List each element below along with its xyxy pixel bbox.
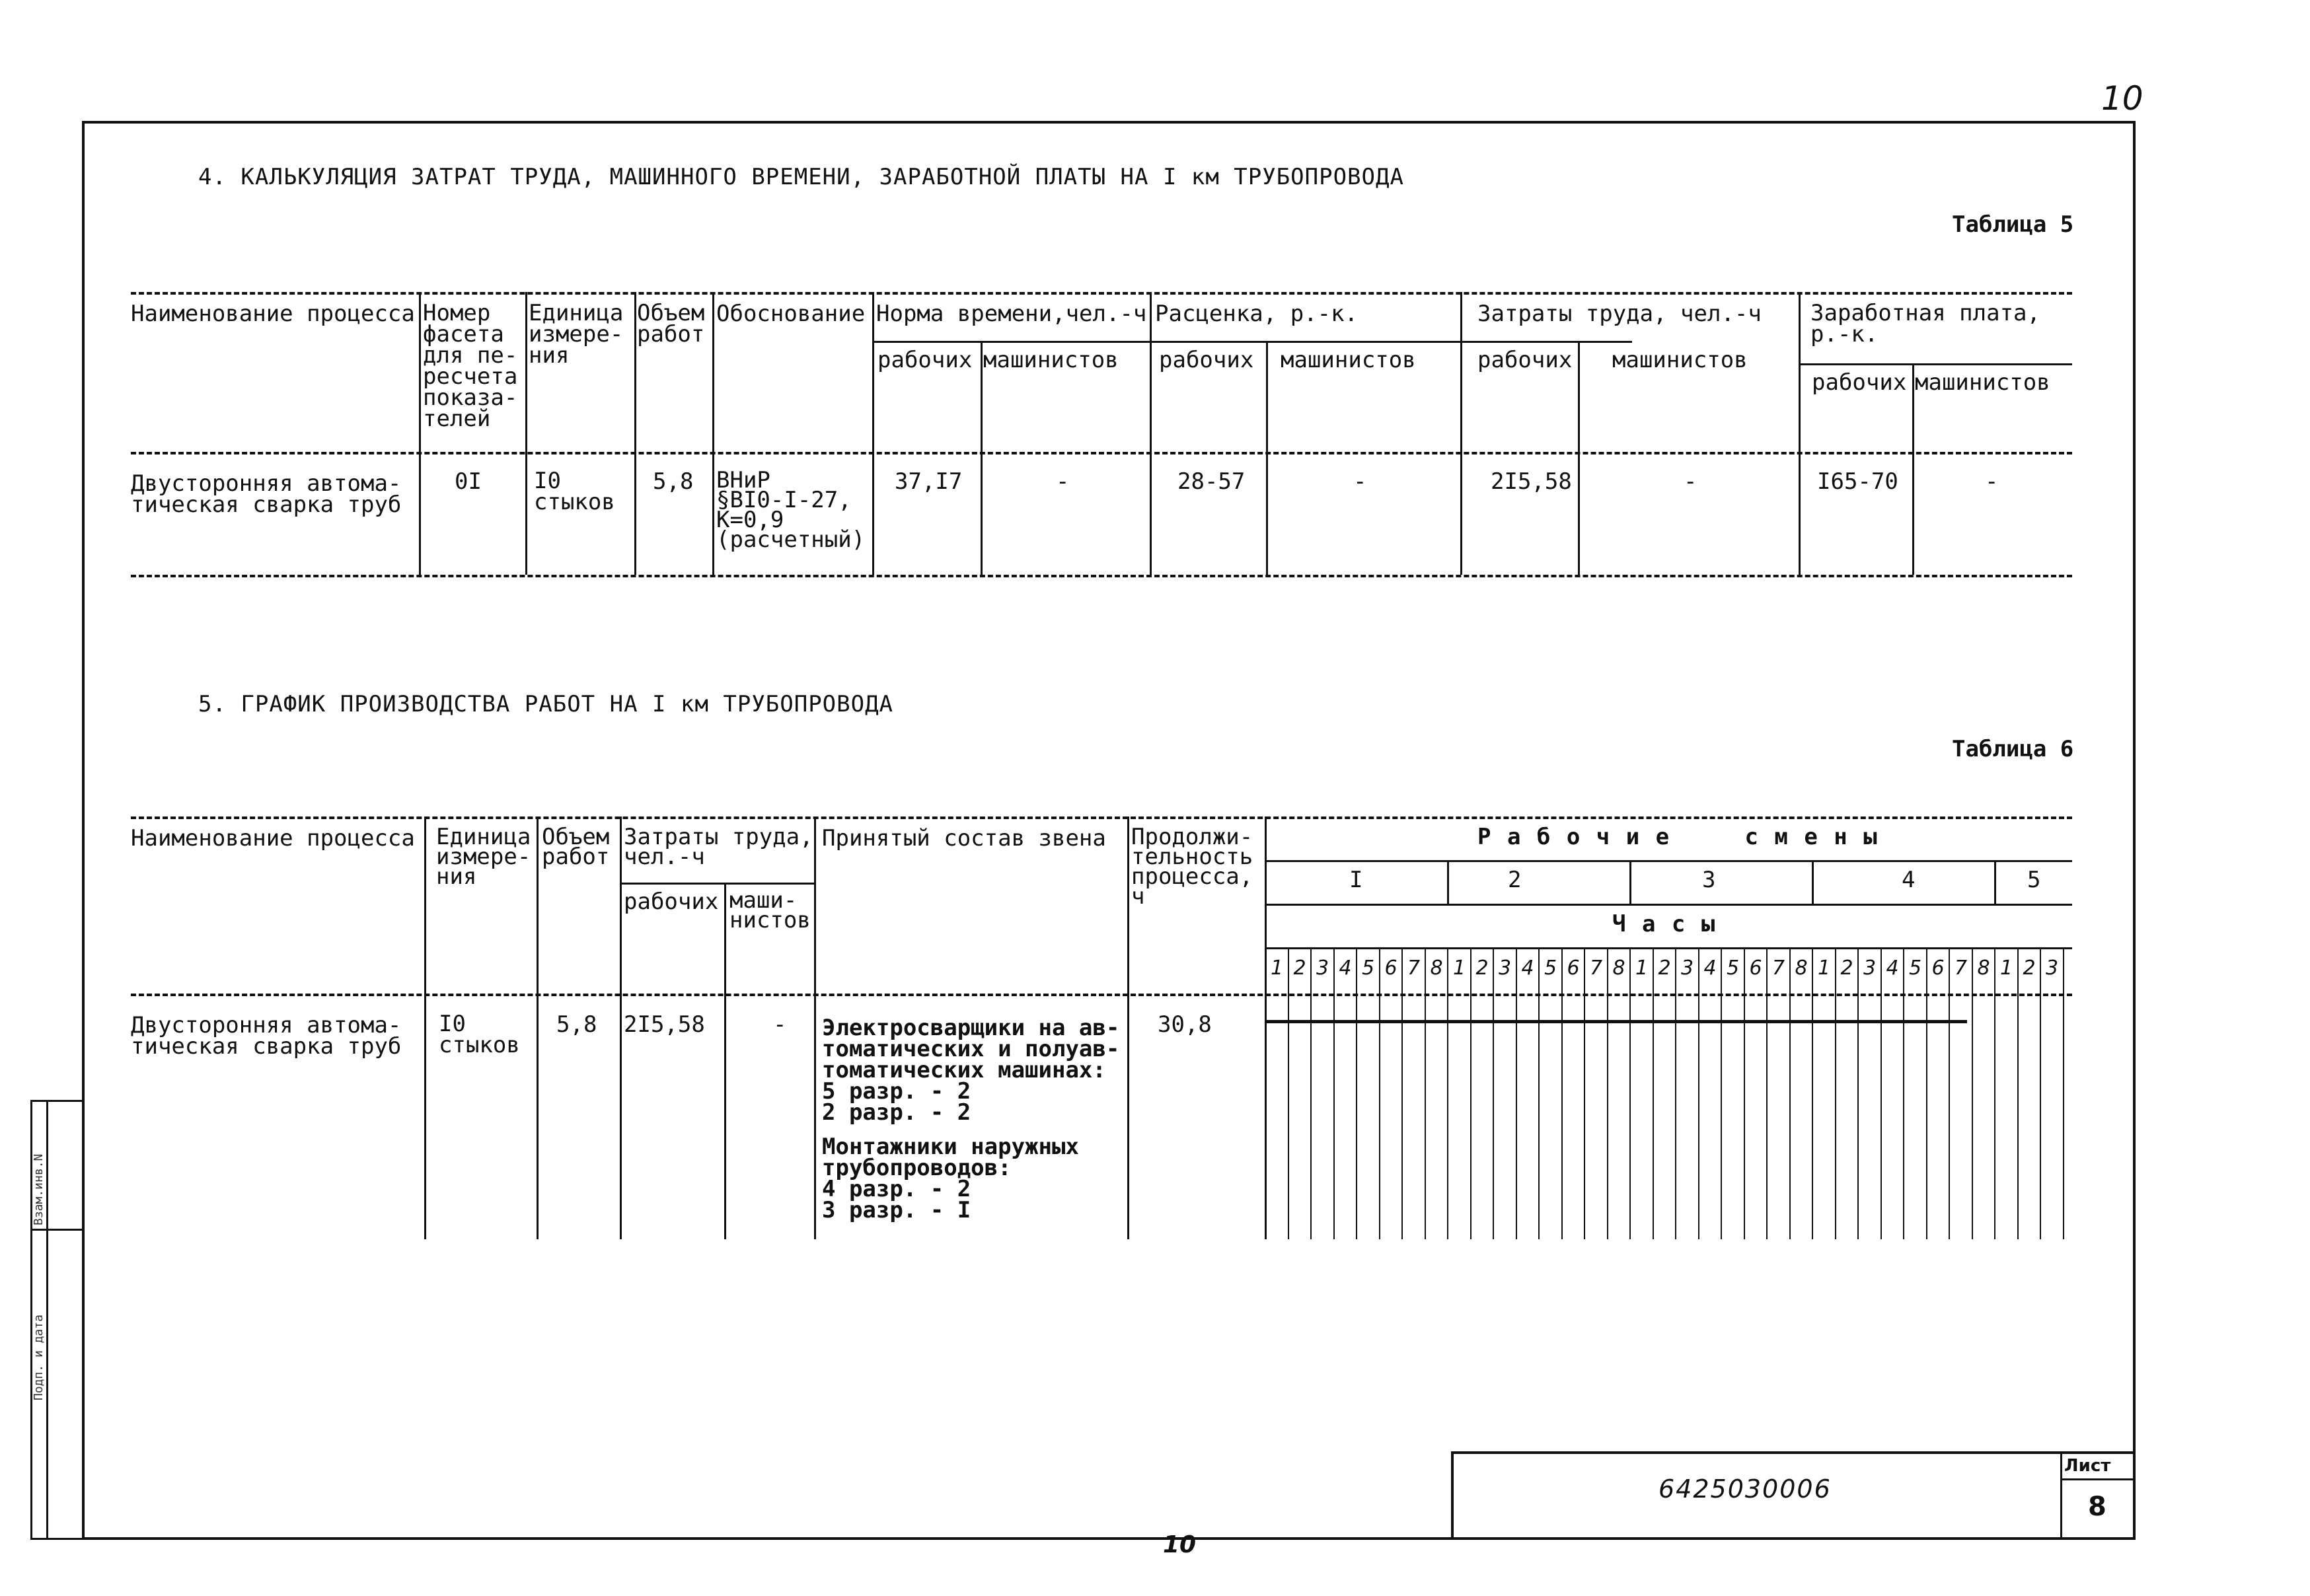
t6-header-bottom xyxy=(131,994,2072,996)
t5-h-wage-machinists: машинистов xyxy=(1915,369,2050,396)
t5-wage-machinists: - xyxy=(1985,468,1999,495)
page-mark-bottom: 10 xyxy=(1163,1531,1197,1558)
stub-divider xyxy=(30,1229,82,1231)
t5-basis: ВНиР §ВI0-I-27, К=0,9 (расчетный) xyxy=(716,467,866,553)
t6-hours-line xyxy=(1265,947,2072,949)
t5-wage-workers: I65-70 xyxy=(1817,468,1898,495)
hour-column-line xyxy=(1356,947,1357,1239)
stamp-hline xyxy=(2060,1478,2136,1480)
t6-shift-sep-1 xyxy=(1447,860,1449,904)
t6-h-volume: Объем работ xyxy=(542,824,610,870)
hour-column-line xyxy=(1401,947,1403,1239)
table5-label: Таблица 5 xyxy=(1952,211,2074,238)
stub-label-1: Взам.инв.N xyxy=(32,1153,46,1225)
t6-shiftnum-line xyxy=(1265,904,2072,906)
hour-cell: 8 xyxy=(1977,957,1990,980)
hour-cell: 3 xyxy=(1681,957,1694,980)
hour-column-line xyxy=(1538,947,1540,1239)
hour-column-line xyxy=(1629,947,1631,1239)
hour-cell: 7 xyxy=(1955,957,1968,980)
t5-v10 xyxy=(1578,341,1580,575)
hour-cell: 2 xyxy=(1658,957,1671,980)
stub-label-2: Подп. и дата xyxy=(32,1314,46,1400)
hour-cell: 3 xyxy=(1316,957,1329,980)
hour-column-line xyxy=(1493,947,1494,1239)
hour-column-line xyxy=(1744,947,1745,1239)
t6-shift-sep-4 xyxy=(1994,860,1996,904)
t5-rate-workers: 28-57 xyxy=(1177,468,1246,495)
t6-v7 xyxy=(1265,816,1267,1239)
t5-process: Двусторонняя автома- тическая сварка труб xyxy=(131,470,402,518)
t6-crew-2: Монтажники наружных трубопроводов: 4 разр. - 2 3 разр. - I xyxy=(822,1134,1079,1223)
hour-column-line xyxy=(1972,947,1973,1239)
hour-cell: 6 xyxy=(1749,957,1762,980)
hour-cell: 8 xyxy=(1795,957,1808,980)
hour-cell: 3 xyxy=(1863,957,1877,980)
hour-column-line xyxy=(2040,947,2041,1239)
t5-h-rate-workers: рабочих xyxy=(1159,347,1254,373)
t5-h-rate: Расценка, р.-к. xyxy=(1155,301,1359,327)
t5-h-volume: Объем работ xyxy=(637,300,705,347)
hour-column-line xyxy=(1857,947,1859,1239)
hour-column-line xyxy=(1425,947,1426,1239)
t6-top-line xyxy=(131,816,2072,819)
hour-cell: 2 xyxy=(2023,957,2036,980)
hour-cell: 1 xyxy=(1635,957,1649,980)
t5-labor-machinists: - xyxy=(1684,468,1697,495)
hour-column-line xyxy=(1812,947,1813,1239)
section4-title: 4. КАЛЬКУЛЯЦИЯ ЗАТРАТ ТРУДА, МАШИННОГО ВРЕМЕНИ, ЗАРАБОТНОЙ ПЛАТЫ НА I км ТРУБОПРОВОДА xyxy=(198,164,1404,190)
t6-h-process: Наименование процесса xyxy=(131,825,415,852)
t6-h-hours: Ч а с ы xyxy=(1612,911,1717,937)
t5-h-norm: Норма времени,чел.-ч xyxy=(876,301,1147,327)
hour-column-line xyxy=(1379,947,1380,1239)
t5-v2 xyxy=(525,292,527,575)
t5-sub-line xyxy=(872,341,1632,343)
stamp-vline xyxy=(2060,1451,2062,1540)
t5-v9 xyxy=(1460,292,1462,575)
hour-column-line xyxy=(1721,947,1722,1239)
hour-cell: 1 xyxy=(1818,957,1831,980)
t6-h-unit: Единица измере- ния xyxy=(436,824,531,890)
t5-h-labor-machinists: машинистов xyxy=(1612,347,1748,373)
t6-unit: I0 стыков xyxy=(439,1011,520,1058)
t6-crew: Электросварщики на ав- томатических и полуав- томатических машинах: 5 разр. - 2 2 разр. - 2 xyxy=(822,1015,1120,1126)
hour-column-line xyxy=(1470,947,1472,1239)
t5-h-process: Наименование процесса xyxy=(131,301,415,327)
t6-v6 xyxy=(1127,816,1129,1239)
t5-labor-workers: 2I5,58 xyxy=(1491,468,1572,495)
t5-h-norm-machinists: машинистов xyxy=(983,347,1119,373)
hour-cell: 1 xyxy=(1271,957,1284,980)
hour-cell: 6 xyxy=(1931,957,1945,980)
hour-column-line xyxy=(1994,947,1995,1239)
t5-facet: 0I xyxy=(455,468,482,495)
table6-label: Таблица 6 xyxy=(1952,736,2074,762)
t5-h-labor: Затраты труда, чел.-ч xyxy=(1477,301,1762,327)
t5-norm-workers: 37,I7 xyxy=(895,468,963,495)
t5-rate-machinists: - xyxy=(1353,468,1367,495)
t6-v2 xyxy=(537,816,539,1239)
hour-cell: 1 xyxy=(2000,957,2013,980)
t6-volume: 5,8 xyxy=(556,1011,597,1038)
hour-cell: 4 xyxy=(1339,957,1352,980)
hour-column-line xyxy=(1698,947,1699,1239)
hour-column-line xyxy=(1561,947,1563,1239)
hour-column-line xyxy=(1766,947,1768,1239)
hour-cell: 8 xyxy=(1430,957,1443,980)
hour-cell: 5 xyxy=(1362,957,1375,980)
t6-labor-sub-line xyxy=(621,883,814,885)
hour-cell: 2 xyxy=(1840,957,1853,980)
hour-cell: 5 xyxy=(1909,957,1922,980)
t6-labor-machinists: - xyxy=(773,1011,787,1038)
t6-shift-line xyxy=(1265,860,2072,862)
t5-unit: I0 стыков xyxy=(534,468,615,515)
hour-column-line xyxy=(2063,947,2064,1239)
t6-v3 xyxy=(620,816,622,1239)
t5-sub-line-wage xyxy=(1799,363,2072,365)
hour-column-line xyxy=(1333,947,1335,1239)
hour-column-line xyxy=(1881,947,1882,1239)
hour-cell: 3 xyxy=(2046,957,2059,980)
hour-column-line xyxy=(1288,947,1289,1239)
hour-cell: 8 xyxy=(1612,957,1625,980)
gantt-bar xyxy=(1265,1020,1967,1023)
hour-column-line xyxy=(1675,947,1676,1239)
hour-cell: 6 xyxy=(1567,957,1580,980)
hour-column-line xyxy=(1789,947,1791,1239)
hour-cell: 2 xyxy=(1475,957,1489,980)
t5-v8 xyxy=(1266,341,1268,575)
hour-column-line xyxy=(1903,947,1904,1239)
t5-v1 xyxy=(419,292,421,575)
t5-v11 xyxy=(1799,292,1801,575)
t5-v7 xyxy=(1150,292,1152,575)
t5-top-line xyxy=(131,292,2072,295)
t5-bottom-line xyxy=(131,575,2072,577)
hour-cell: 7 xyxy=(1590,957,1603,980)
t6-v1 xyxy=(424,816,426,1239)
hour-column-line xyxy=(1584,947,1585,1239)
hour-cell: 5 xyxy=(1544,957,1557,980)
stamp-code: 6425030006 xyxy=(1658,1474,1832,1504)
hour-cell: 3 xyxy=(1499,957,1512,980)
t5-v5 xyxy=(872,292,874,575)
t6-shift-2: 2 xyxy=(1508,867,1522,893)
t5-h-rate-machinists: машинистов xyxy=(1281,347,1416,373)
t5-h-facet: Номер фасета для пе- ресчета показа- телей xyxy=(423,300,518,432)
hour-column-line xyxy=(1310,947,1312,1239)
t6-h-machinists: маши- нистов xyxy=(729,887,811,933)
t5-v6 xyxy=(981,341,983,575)
t6-h-crew: Принятый состав звена xyxy=(822,825,1106,852)
t6-h-duration: Продолжи- тельность процесса, ч xyxy=(1131,824,1253,910)
t5-h-basis: Обоснование xyxy=(716,301,866,327)
t5-v3 xyxy=(634,292,636,575)
t6-v5 xyxy=(814,816,816,1239)
t5-norm-machinists: - xyxy=(1056,468,1070,495)
hour-cell: 4 xyxy=(1886,957,1899,980)
hour-cell: 6 xyxy=(1384,957,1397,980)
stub-vline xyxy=(46,1100,48,1540)
hour-column-line xyxy=(2017,947,2019,1239)
hour-column-line xyxy=(1447,947,1448,1239)
t6-v4 xyxy=(724,883,726,1239)
t5-h-wage: Заработная плата, р.-к. xyxy=(1810,300,2040,347)
t5-h-unit: Единица измере- ния xyxy=(529,300,624,369)
hour-column-line xyxy=(1607,947,1608,1239)
stamp-sheet-number: 8 xyxy=(2088,1492,2106,1522)
hour-column-line xyxy=(1949,947,1950,1239)
t5-v12 xyxy=(1912,363,1914,575)
t6-process: Двусторонняя автома- тическая сварка труб xyxy=(131,1012,402,1060)
t5-h-wage-workers: рабочих xyxy=(1812,369,1907,396)
hour-column-line xyxy=(1835,947,1836,1239)
t6-duration: 30,8 xyxy=(1158,1011,1212,1038)
hour-cell: 1 xyxy=(1453,957,1466,980)
hour-cell: 2 xyxy=(1293,957,1306,980)
page-mark-top: 10 xyxy=(2101,79,2143,118)
t6-h-workers: рабочих xyxy=(624,889,719,915)
hour-cell: 4 xyxy=(1703,957,1717,980)
hour-column-line xyxy=(1516,947,1517,1239)
hour-cell: 5 xyxy=(1727,957,1740,980)
t6-h-labor: Затраты труда, чел.-ч xyxy=(624,824,813,870)
t6-shift-sep-2 xyxy=(1629,860,1631,904)
hour-column-line xyxy=(1926,947,1927,1239)
t6-shift-5: 5 xyxy=(2027,867,2041,893)
t5-header-bottom xyxy=(131,452,2072,454)
hour-cell: 4 xyxy=(1521,957,1534,980)
t6-shift-4: 4 xyxy=(1902,867,1916,893)
stamp-sheet-label: Лист xyxy=(2064,1456,2111,1476)
t6-shift-sep-3 xyxy=(1812,860,1814,904)
t5-h-labor-workers: рабочих xyxy=(1477,347,1573,373)
t5-h-norm-workers: рабочих xyxy=(877,347,973,373)
t6-shift-1: I xyxy=(1349,867,1363,893)
hour-cell: 7 xyxy=(1407,957,1421,980)
t5-volume: 5,8 xyxy=(653,468,694,495)
t6-h-shifts: Р а б о ч и е с м е н ы xyxy=(1477,824,1879,850)
hour-cell: 7 xyxy=(1772,957,1785,980)
t5-v4 xyxy=(712,292,714,575)
t6-shift-3: 3 xyxy=(1702,867,1716,893)
section5-title: 5. ГРАФИК ПРОИЗВОДСТВА РАБОТ НА I км ТРУБОПРОВОДА xyxy=(198,691,894,717)
hour-column-line xyxy=(1653,947,1654,1239)
t6-labor-workers: 2I5,58 xyxy=(624,1011,705,1038)
